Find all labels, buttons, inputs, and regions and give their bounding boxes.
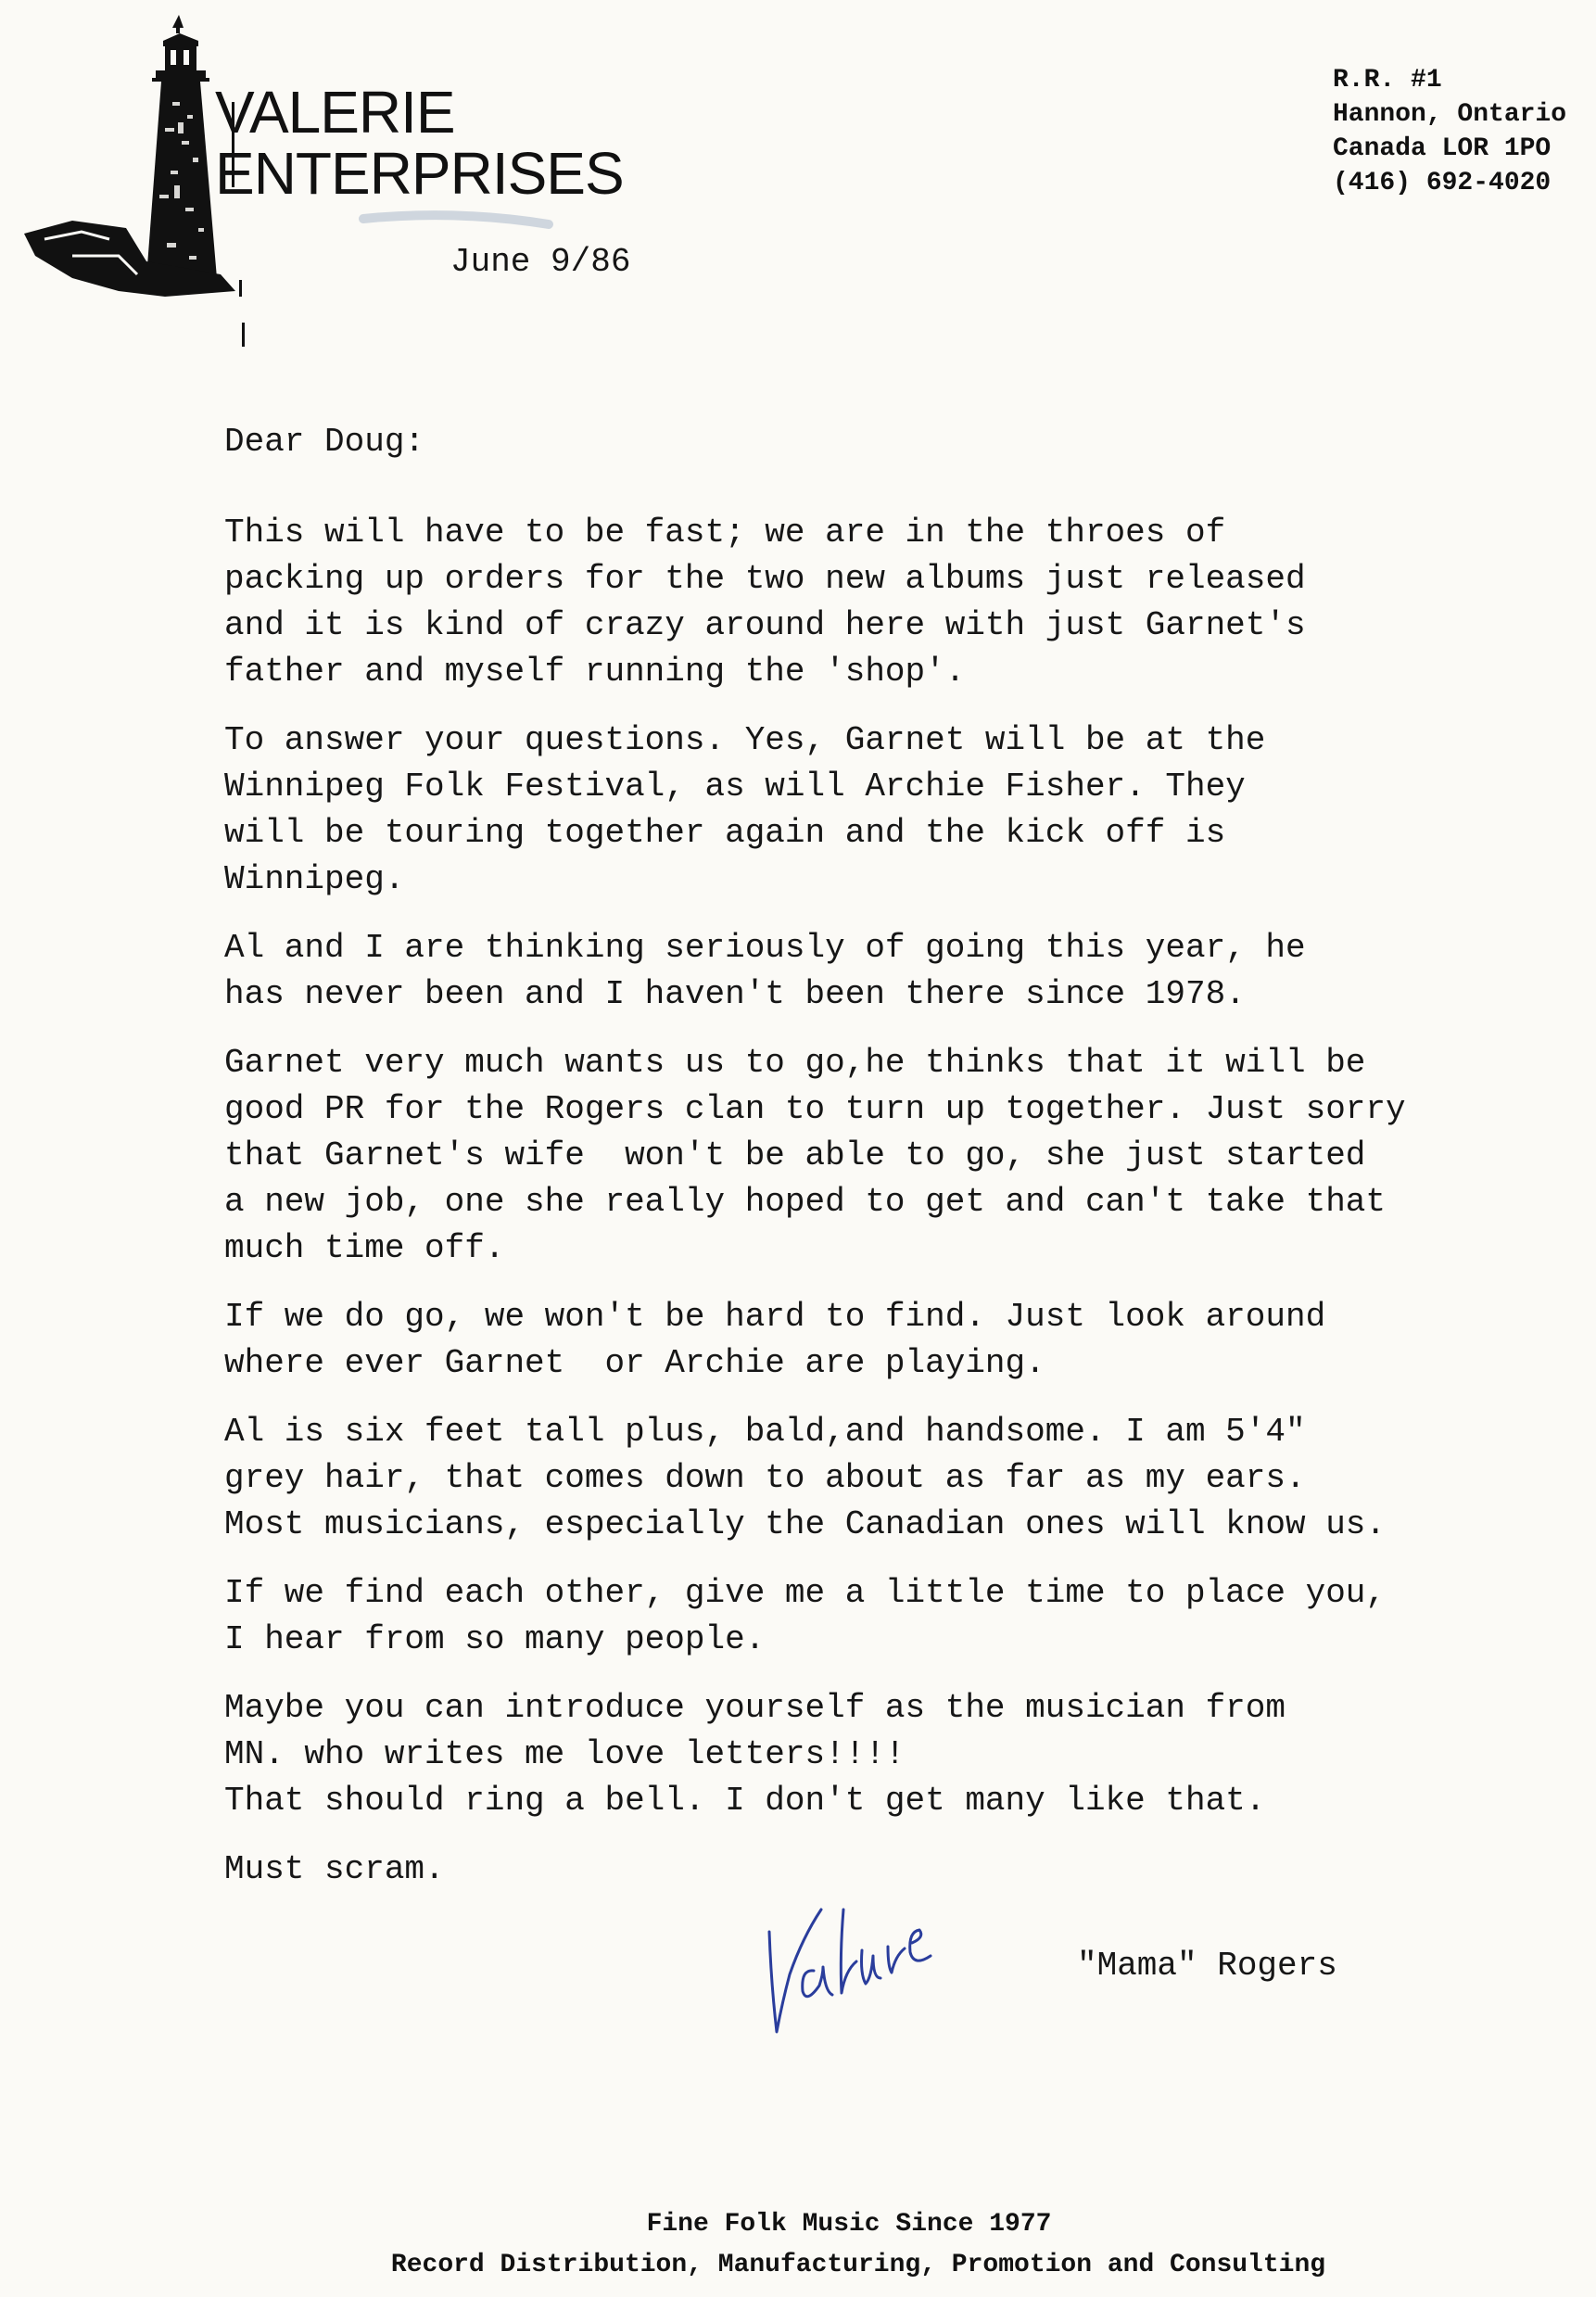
salutation: Dear Doug:	[224, 423, 425, 461]
text-line: Maybe you can introduce yourself as the musician from	[224, 1689, 1286, 1727]
footer-services: Record Distribution, Manufacturing, Promotion and Consulting	[390, 2251, 1326, 2279]
text-line: If we find each other, give me a little time to place you,	[224, 1574, 1387, 1612]
text-line: packing up orders for the two new albums just released	[224, 560, 1306, 598]
text-line: a new job, one she really hoped to get and can't take that	[224, 1183, 1387, 1221]
text-line: Al is six feet tall plus, bald,and handsome. I am 5'4"	[224, 1413, 1306, 1451]
text-line: To answer your questions. Yes, Garnet will be at the	[224, 721, 1266, 759]
paragraph	[224, 717, 1577, 903]
paragraph	[224, 1409, 1577, 1548]
text-line: where ever Garnet or Archie are playing.	[224, 1344, 1045, 1382]
company-name-line1: VALERIE	[215, 79, 455, 146]
text-line: will be touring together again and the kick off is	[224, 814, 1226, 852]
paragraph	[224, 1294, 1577, 1387]
letterhead-footer	[0, 2204, 1596, 2286]
text-line: that Garnet's wife won't be able to go, she just started	[224, 1136, 1366, 1174]
closing-name: "Mama" Rogers	[1077, 1947, 1337, 1985]
text-line: This will have to be fast; we are in the throes of	[224, 514, 1226, 552]
paragraph	[224, 510, 1577, 695]
address-line: R.R. #1	[1333, 66, 1442, 95]
address-block	[1333, 63, 1566, 200]
text-line: If we do go, we won't be hard to find. Just look around	[224, 1298, 1326, 1336]
letter-date: June 9/86	[450, 243, 631, 281]
address-line: Hannon, Ontario	[1333, 100, 1567, 129]
text-line: Garnet very much wants us to go,he thinks that it will be	[224, 1044, 1366, 1082]
text-line: That should ring a bell. I don't get many like that.	[224, 1782, 1266, 1820]
address-line: (416) 692-4020	[1333, 169, 1552, 197]
footer-tagline: Fine Folk Music Since 1977	[646, 2210, 1052, 2239]
text-line: has never been and I haven't been there since 1978.	[224, 975, 1246, 1013]
text-line: I hear from so many people.	[224, 1620, 766, 1658]
text-line: father and myself running the 'shop'.	[224, 653, 966, 691]
text-line: grey hair, that comes down to about as far as my ears.	[224, 1459, 1306, 1497]
text-line: Winnipeg Folk Festival, as will Archie Fisher. They	[224, 768, 1246, 806]
paragraph	[224, 925, 1577, 1018]
letter-body	[224, 510, 1577, 1915]
address-line: Canada LOR 1PO	[1333, 134, 1552, 163]
ink-smudge-icon	[354, 206, 558, 234]
paragraph	[224, 1040, 1577, 1272]
text-line: much time off.	[224, 1229, 505, 1267]
company-name	[215, 79, 624, 207]
text-line: Winnipeg.	[224, 860, 405, 898]
paragraph	[224, 1685, 1577, 1824]
text-line: Must scram.	[224, 1850, 445, 1888]
text-line: and it is kind of crazy around here with just Garnet's	[224, 606, 1306, 644]
text-line: good PR for the Rogers clan to turn up together. Just sorry	[224, 1090, 1406, 1128]
paragraph	[224, 1570, 1577, 1663]
text-line: Al and I are thinking seriously of going this year, he	[224, 929, 1306, 967]
handwritten-signature-icon	[749, 1882, 934, 2039]
company-name-line2: ENTERPRISES	[215, 140, 624, 207]
text-line: Most musicians, especially the Canadian ones will know us.	[224, 1505, 1387, 1543]
text-line: MN. who writes me love letters!!!!	[224, 1735, 906, 1773]
